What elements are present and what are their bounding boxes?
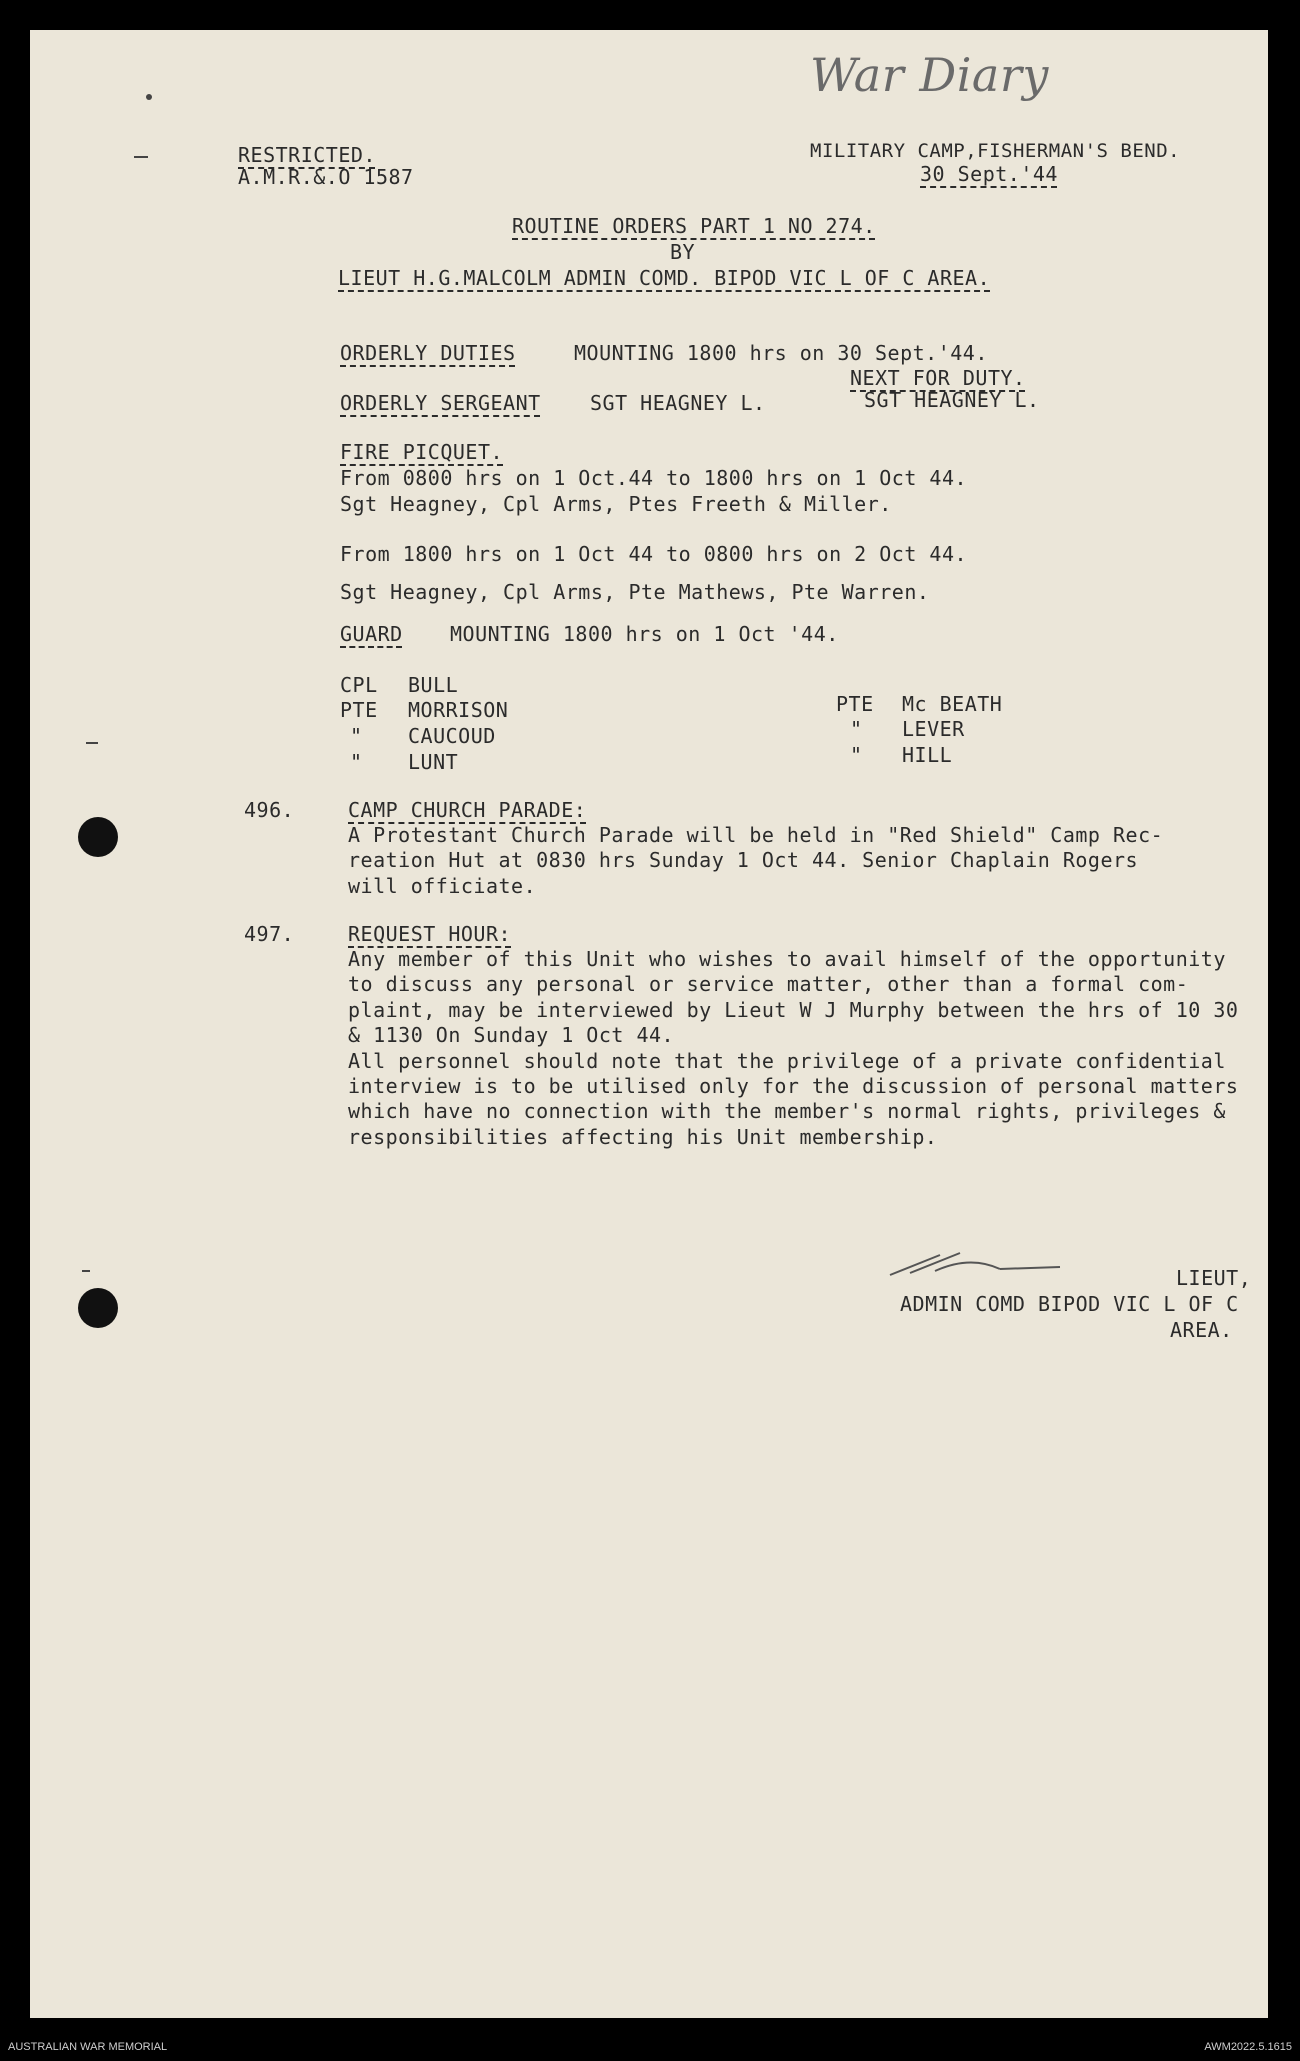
guard-rank: " bbox=[850, 743, 863, 767]
signature-scribble bbox=[880, 1235, 1100, 1295]
guard-rank: " bbox=[350, 750, 363, 774]
footer-reference: AWM2022.5.1615 bbox=[1204, 2041, 1292, 2053]
fire-picquet-line-3: From 1800 hrs on 1 Oct 44 to 0800 hrs on 2 Oct 44. bbox=[340, 542, 968, 566]
guard-label: GUARD bbox=[340, 622, 403, 646]
orderly-sergeant-next: SGT HEAGNEY L. bbox=[864, 388, 1040, 412]
guard-name: Mc BEATH bbox=[902, 692, 1003, 716]
request-hour-line: All personnel should note that the privilege of a private confidential bbox=[348, 1049, 1226, 1073]
guard-name: HILL bbox=[902, 743, 953, 767]
pin-mark bbox=[134, 156, 148, 158]
signature-rank: LIEUT, bbox=[1176, 1266, 1252, 1290]
fire-picquet-line-4: Sgt Heagney, Cpl Arms, Pte Mathews, Pte Warren. bbox=[340, 580, 930, 604]
guard-name: CAUCOUD bbox=[408, 724, 496, 748]
request-hour-line: & 1130 On Sunday 1 Oct 44. bbox=[348, 1023, 675, 1047]
punch-hole bbox=[78, 1288, 118, 1328]
request-hour-line: Any member of this Unit who wishes to avail himself of the opportunity bbox=[348, 947, 1226, 971]
orderly-duties-value: MOUNTING 1800 hrs on 30 Sept.'44. bbox=[574, 341, 988, 365]
church-parade-line: A Protestant Church Parade will be held in "Red Shield" Camp Rec- bbox=[348, 823, 1164, 847]
issuing-officer: LIEUT H.G.MALCOLM ADMIN COMD. BIPOD VIC L OF C AREA. bbox=[338, 266, 991, 290]
item-number: 496. bbox=[244, 798, 295, 822]
request-hour-line: plaint, may be interviewed by Lieut W J Murphy between the hrs of 10 30 bbox=[348, 998, 1239, 1022]
guard-rank: " bbox=[350, 724, 363, 748]
pin-mark bbox=[82, 1270, 90, 1272]
guard-rank: " bbox=[850, 717, 863, 741]
guard-rank: PTE bbox=[340, 698, 378, 722]
guard-name: LEVER bbox=[902, 717, 965, 741]
guard-name: BULL bbox=[408, 673, 459, 697]
signature-area: AREA. bbox=[1170, 1318, 1233, 1342]
church-parade-line: reation Hut at 0830 hrs Sunday 1 Oct 44. Senior Chaplain Rogers bbox=[348, 848, 1139, 872]
orderly-sergeant-value: SGT HEAGNEY L. bbox=[590, 391, 766, 415]
guard-name: MORRISON bbox=[408, 698, 509, 722]
fire-picquet-line-1: From 0800 hrs on 1 Oct.44 to 1800 hrs on 1 Oct 44. bbox=[340, 466, 968, 490]
church-parade-line: will officiate. bbox=[348, 874, 537, 898]
fire-picquet-line-2: Sgt Heagney, Cpl Arms, Ptes Freeth & Miller. bbox=[340, 492, 892, 516]
guard-name: LUNT bbox=[408, 750, 459, 774]
guard-rank: CPL bbox=[340, 673, 378, 697]
church-parade-heading: CAMP CHURCH PARADE: bbox=[348, 798, 587, 822]
request-hour-line: interview is to be utilised only for the discussion of personal matters bbox=[348, 1074, 1239, 1098]
fire-picquet-heading: FIRE PICQUET. bbox=[340, 440, 504, 464]
footer-source: AUSTRALIAN WAR MEMORIAL bbox=[8, 2041, 168, 2053]
orderly-sergeant-label: ORDERLY SERGEANT bbox=[340, 391, 541, 415]
punch-hole bbox=[78, 817, 118, 857]
pin-mark bbox=[146, 94, 152, 100]
next-for-duty-label: NEXT FOR DUTY. bbox=[850, 366, 1026, 390]
title-by: BY bbox=[670, 240, 696, 264]
signature-command: ADMIN COMD BIPOD VIC L OF C bbox=[900, 1292, 1239, 1316]
routine-orders-title: ROUTINE ORDERS PART 1 NO 274. bbox=[512, 214, 876, 238]
amr-reference: A.M.R.&.O 1587 bbox=[238, 165, 414, 189]
document-page bbox=[30, 30, 1268, 2018]
item-number: 497. bbox=[244, 922, 295, 946]
request-hour-line: to discuss any personal or service matter, other than a formal com- bbox=[348, 972, 1189, 996]
guard-rank: PTE bbox=[836, 692, 874, 716]
guard-value: MOUNTING 1800 hrs on 1 Oct '44. bbox=[450, 622, 839, 646]
location: MILITARY CAMP,FISHERMAN'S BEND. bbox=[810, 140, 1181, 162]
request-hour-heading: REQUEST HOUR: bbox=[348, 922, 512, 946]
orderly-duties-label: ORDERLY DUTIES bbox=[340, 341, 516, 365]
restricted-label: RESTRICTED. bbox=[238, 143, 376, 167]
header-date: 30 Sept.'44 bbox=[920, 162, 1058, 186]
handwritten-note: War Diary bbox=[810, 48, 1049, 102]
pin-mark bbox=[86, 742, 98, 744]
request-hour-line: responsibilities affecting his Unit membership. bbox=[348, 1125, 938, 1149]
request-hour-line: which have no connection with the member's normal rights, privileges & bbox=[348, 1099, 1226, 1123]
